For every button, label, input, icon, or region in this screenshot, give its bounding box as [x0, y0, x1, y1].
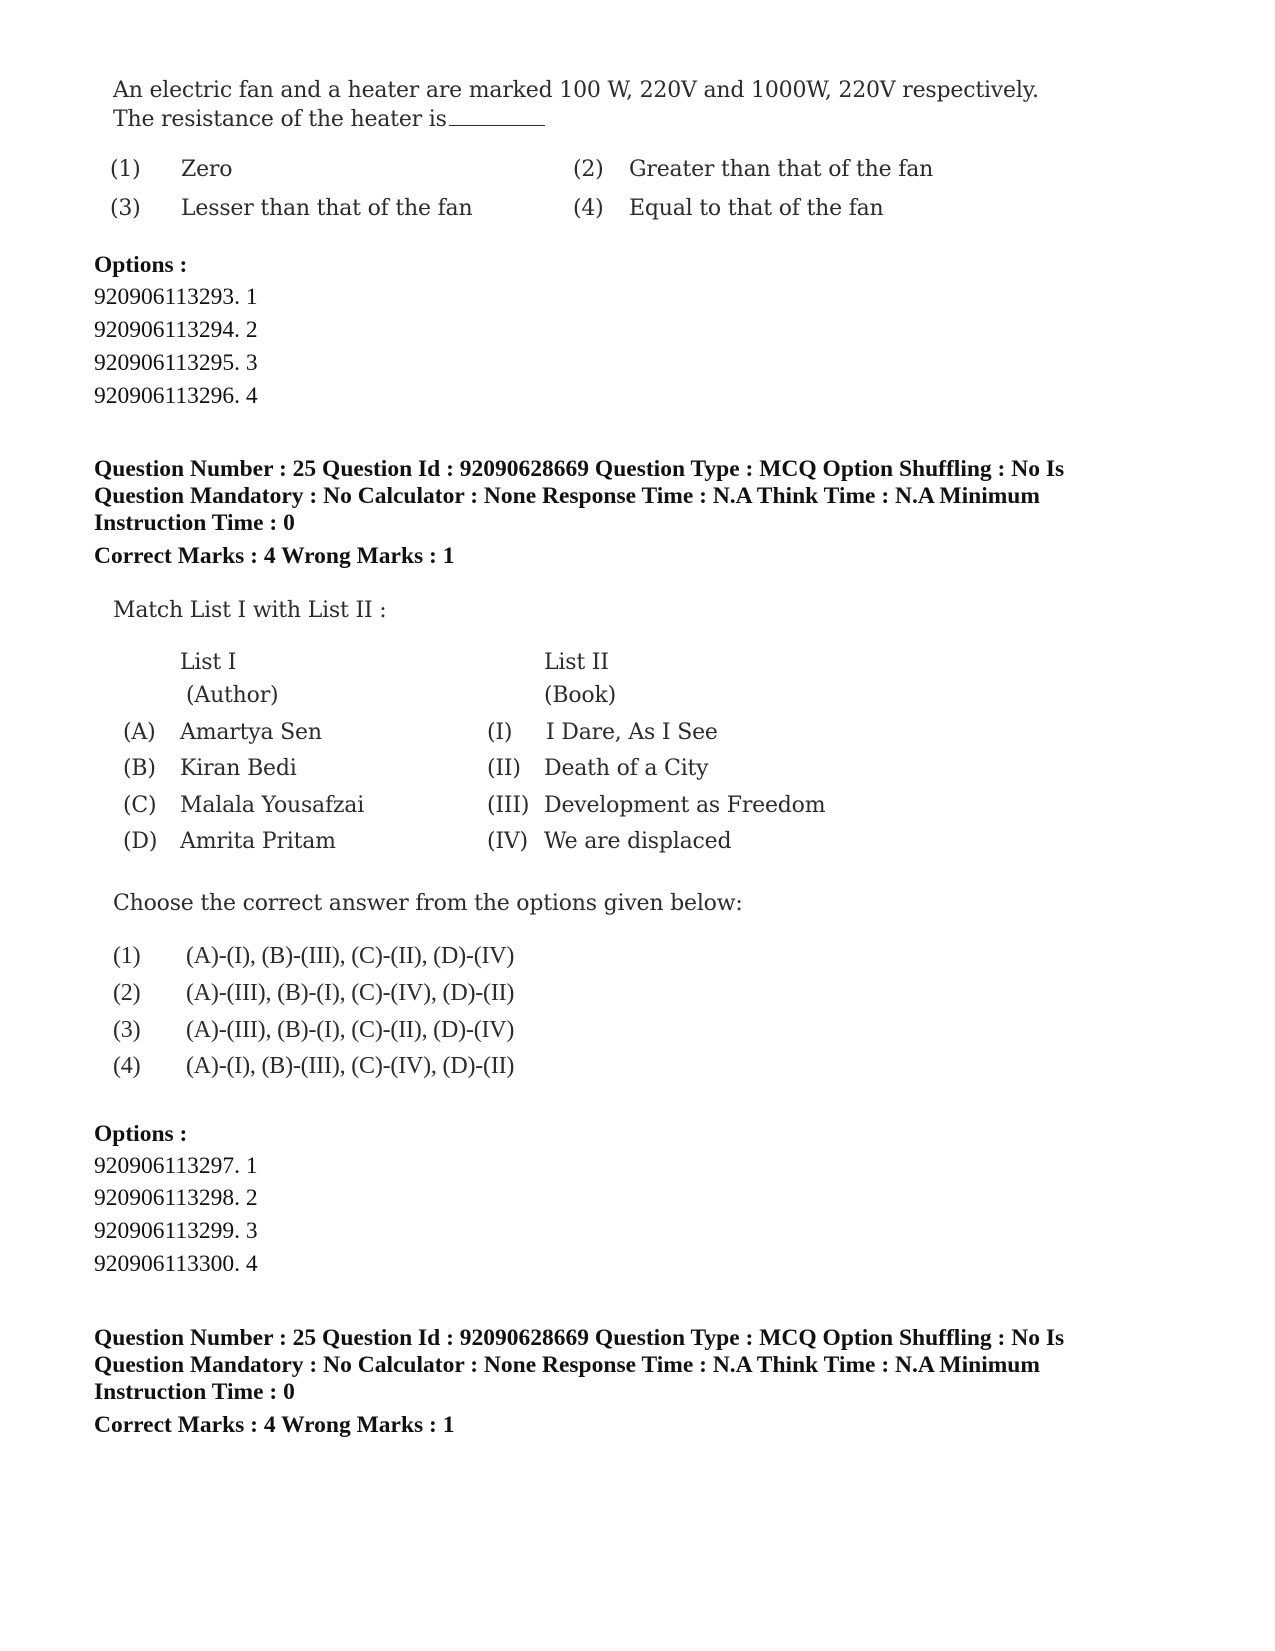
- meta-line-2: Question Mandatory : No Calculator : None Response Time : N.A Think Time : N.A Minimum: [94, 1352, 1040, 1378]
- list-2-title: List II: [544, 650, 609, 675]
- options-heading: Options :: [94, 252, 188, 278]
- book: I Dare, As I See: [546, 720, 718, 745]
- option-item: 920906113300. 4: [94, 1251, 258, 1277]
- answer-text: (A)-(I), (B)-(III), (C)-(II), (D)-(IV): [186, 943, 515, 969]
- option-item: 920906113299. 3: [94, 1218, 258, 1244]
- choice-text: Zero: [181, 157, 233, 182]
- list-1-title: List I: [180, 650, 237, 675]
- answer-text: (A)-(III), (B)-(I), (C)-(IV), (D)-(II): [186, 980, 515, 1006]
- choose-instruction: Choose the correct answer from the options given below:: [113, 891, 743, 916]
- list-1-subtitle: (Author): [186, 683, 279, 708]
- marks-line: Correct Marks : 4 Wrong Marks : 1: [94, 1412, 455, 1438]
- row-label: (C): [123, 793, 157, 818]
- answer-blank: [449, 107, 545, 126]
- match-prompt: Match List I with List II :: [113, 598, 387, 623]
- answer-text: (A)-(I), (B)-(III), (C)-(IV), (D)-(II): [186, 1053, 515, 1079]
- book: Development as Freedom: [544, 793, 826, 818]
- question-stem-text: The resistance of the heater is: [113, 107, 447, 132]
- row-roman: (I): [487, 720, 513, 745]
- answer-number: (2): [113, 980, 141, 1006]
- row-label: (D): [123, 829, 158, 854]
- choice-number: (4): [573, 196, 604, 221]
- meta-line-3: Instruction Time : 0: [94, 1379, 295, 1405]
- answer-text: (A)-(III), (B)-(I), (C)-(II), (D)-(IV): [186, 1017, 515, 1043]
- question-stem-line-2: [113, 107, 545, 132]
- meta-line-2: Question Mandatory : No Calculator : None Response Time : N.A Think Time : N.A Minimum: [94, 483, 1040, 509]
- choice-text: Equal to that of the fan: [629, 196, 884, 221]
- book: Death of a City: [544, 756, 709, 781]
- author: Amrita Pritam: [180, 829, 336, 854]
- question-stem-line-1: An electric fan and a heater are marked 100 W, 220V and 1000W, 220V respectively.: [113, 78, 1039, 103]
- row-label: (B): [123, 756, 156, 781]
- choice-number: (2): [573, 157, 604, 182]
- answer-number: (4): [113, 1053, 141, 1079]
- marks-line: Correct Marks : 4 Wrong Marks : 1: [94, 543, 455, 569]
- author: Kiran Bedi: [180, 756, 297, 781]
- answer-number: (3): [113, 1017, 141, 1043]
- book: We are displaced: [544, 829, 732, 854]
- option-item: 920906113295. 3: [94, 350, 258, 376]
- meta-line-1: Question Number : 25 Question Id : 92090628669 Question Type : MCQ Option Shuffling : No Is: [94, 1325, 1065, 1351]
- option-item: 920906113296. 4: [94, 383, 258, 409]
- choice-number: (1): [110, 157, 141, 182]
- list-2-subtitle: (Book): [544, 683, 616, 708]
- choice-text: Greater than that of the fan: [629, 157, 934, 182]
- choice-text: Lesser than that of the fan: [181, 196, 473, 221]
- option-item: 920906113298. 2: [94, 1185, 258, 1211]
- author: Amartya Sen: [180, 720, 322, 745]
- row-roman: (II): [487, 756, 521, 781]
- answer-number: (1): [113, 943, 141, 969]
- option-item: 920906113294. 2: [94, 317, 258, 343]
- row-roman: (III): [487, 793, 530, 818]
- option-item: 920906113293. 1: [94, 284, 258, 310]
- author: Malala Yousafzai: [180, 793, 365, 818]
- choice-number: (3): [110, 196, 141, 221]
- meta-line-1: Question Number : 25 Question Id : 92090628669 Question Type : MCQ Option Shuffling : No Is: [94, 456, 1065, 482]
- row-roman: (IV): [487, 829, 528, 854]
- meta-line-3: Instruction Time : 0: [94, 510, 295, 536]
- option-item: 920906113297. 1: [94, 1153, 258, 1179]
- row-label: (A): [123, 720, 156, 745]
- options-heading: Options :: [94, 1121, 188, 1147]
